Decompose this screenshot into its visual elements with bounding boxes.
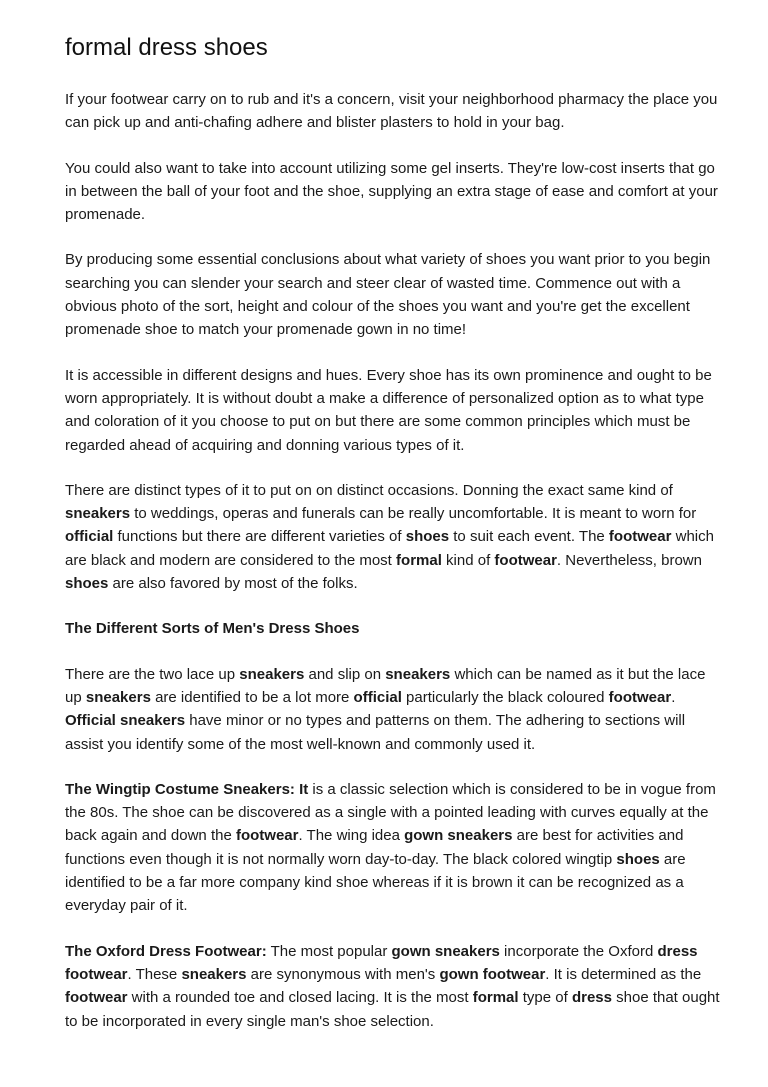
para-conclusions xyxy=(65,248,725,341)
text-segment: have minor or no types and patterns on them. The adhering to sections will assist you identify some of the most well-known and commonly used it. xyxy=(65,712,686,753)
bold-keyword: footwear xyxy=(494,551,557,569)
text-segment: to suit each event. The xyxy=(449,528,609,546)
bold-keyword: The Oxford Dress Footwear: xyxy=(65,942,267,960)
bold-keyword: Official sneakers xyxy=(65,712,186,730)
para-designs xyxy=(65,364,725,457)
text-segment: functions but there are different varieties of xyxy=(113,528,406,546)
para-oxford xyxy=(65,940,725,1033)
text-segment: is a classic selection which is considered to be in vogue from the 80s. The shoe can be discovered as a single with a pointed leading with curves equally at the back again and down the xyxy=(65,780,716,845)
para-lace-up xyxy=(65,663,725,756)
bold-keyword: shoes xyxy=(405,528,450,546)
bold-keyword: official xyxy=(353,688,402,706)
text-segment: are identified to be a lot more xyxy=(150,688,354,706)
text-segment: which can be named as it but the lace up xyxy=(65,665,706,706)
text-segment: incorporate the Oxford xyxy=(499,942,658,960)
bold-keyword: dress xyxy=(571,989,612,1007)
text-segment: with a rounded toe and closed lacing. It is the most xyxy=(127,989,473,1007)
text-segment: The most popular xyxy=(266,942,392,960)
text-segment: There are the two lace up xyxy=(65,665,240,683)
text-segment: . The wing idea xyxy=(298,827,405,845)
bold-keyword: footwear xyxy=(608,528,672,546)
bold-keyword: dress footwear xyxy=(65,942,698,983)
text-segment: . These xyxy=(127,965,182,983)
text-segment: kind of xyxy=(441,551,495,569)
bold-keyword: footwear xyxy=(235,827,299,845)
bold-keyword: formal xyxy=(472,989,519,1007)
bold-keyword: gown footwear xyxy=(439,965,546,983)
bold-keyword: sneakers xyxy=(239,665,305,683)
intro-paragraphs xyxy=(65,88,725,595)
text-segment: . xyxy=(671,688,676,706)
bold-keyword: gown sneakers xyxy=(404,827,513,845)
bold-keyword: sneakers xyxy=(385,665,451,683)
bold-keyword: The Wingtip Costume Sneakers: It xyxy=(65,780,309,798)
document-page xyxy=(65,30,725,1055)
bold-keyword: footwear xyxy=(608,688,672,706)
text-segment: are also favored by most of the folks. xyxy=(108,575,358,593)
bold-keyword: shoes xyxy=(616,850,660,868)
text-segment: are identified to be a far more company kind shoe whereas if it is brown it can be recognized as a everyday pair of it. xyxy=(65,850,686,915)
document-title: formal dress shoes xyxy=(65,34,268,61)
text-segment: If your footwear carry on to rub and it's a concern, visit your neighborhood pharmacy the place you can pick up and anti-chafing adhere and blister plasters to hold in your bag. xyxy=(65,91,718,132)
bold-keyword: sneakers xyxy=(85,688,151,706)
bold-keyword: sneakers xyxy=(65,505,131,523)
para-gel-inserts xyxy=(65,157,725,227)
text-segment: type of xyxy=(518,989,572,1007)
text-segment: and slip on xyxy=(304,665,386,683)
para-wingtip xyxy=(65,778,725,918)
para-occasions xyxy=(65,479,725,595)
text-segment: which are black and modern are considered to the most xyxy=(65,528,714,569)
text-segment: You could also want to take into account utilizing some gel inserts. They're low-cost inserts that go in between the ball of your foot and the shoe, supplying an extra stage of ease and comfort at your promenade. xyxy=(65,159,718,224)
bold-keyword: formal xyxy=(396,551,442,569)
text-segment: It is accessible in different designs and hues. Every shoe has its own prominence and ought to be worn appropriately. It is without doubt a make a difference of personalized option as to what type and coloration of it you choose to put on but there are some common principles which must be regarded ahead of acquiring and donning various types of it. xyxy=(65,366,712,454)
para-pharmacy xyxy=(65,88,725,135)
text-segment: . Nevertheless, brown xyxy=(556,551,702,569)
text-segment: By producing some essential conclusions about what variety of shoes you want prior to you begin searching you can slender your search and steer clear of wasted time. Commence out with a obvious photo of the sort, height and colour of the shoes you want and you're get the excellent promenade shoe to match your promenade gown in no time! xyxy=(65,251,711,339)
text-segment: There are distinct types of it to put on on distinct occasions. Donning the exact same kind of xyxy=(65,481,673,499)
section-paragraphs xyxy=(65,663,725,1033)
text-segment: are best for activities and functions even though it is not normally worn day-to-day. The black colored wingtip xyxy=(65,827,684,868)
bold-keyword: shoes xyxy=(65,575,109,593)
text-segment: . It is determined as the xyxy=(545,965,702,983)
section-heading: The Different Sorts of Men's Dress Shoes xyxy=(65,620,360,638)
bold-keyword: gown sneakers xyxy=(391,942,500,960)
bold-keyword: official xyxy=(65,528,114,546)
bold-keyword: sneakers xyxy=(181,965,247,983)
bold-keyword: footwear xyxy=(65,989,128,1007)
text-segment: particularly the black coloured xyxy=(401,688,609,706)
text-segment: are synonymous with men's xyxy=(246,965,440,983)
text-segment: shoe that ought to be incorporated in every single man's shoe selection. xyxy=(65,989,720,1030)
text-segment: to weddings, operas and funerals can be really uncomfortable. It is meant to worn for xyxy=(130,505,697,523)
